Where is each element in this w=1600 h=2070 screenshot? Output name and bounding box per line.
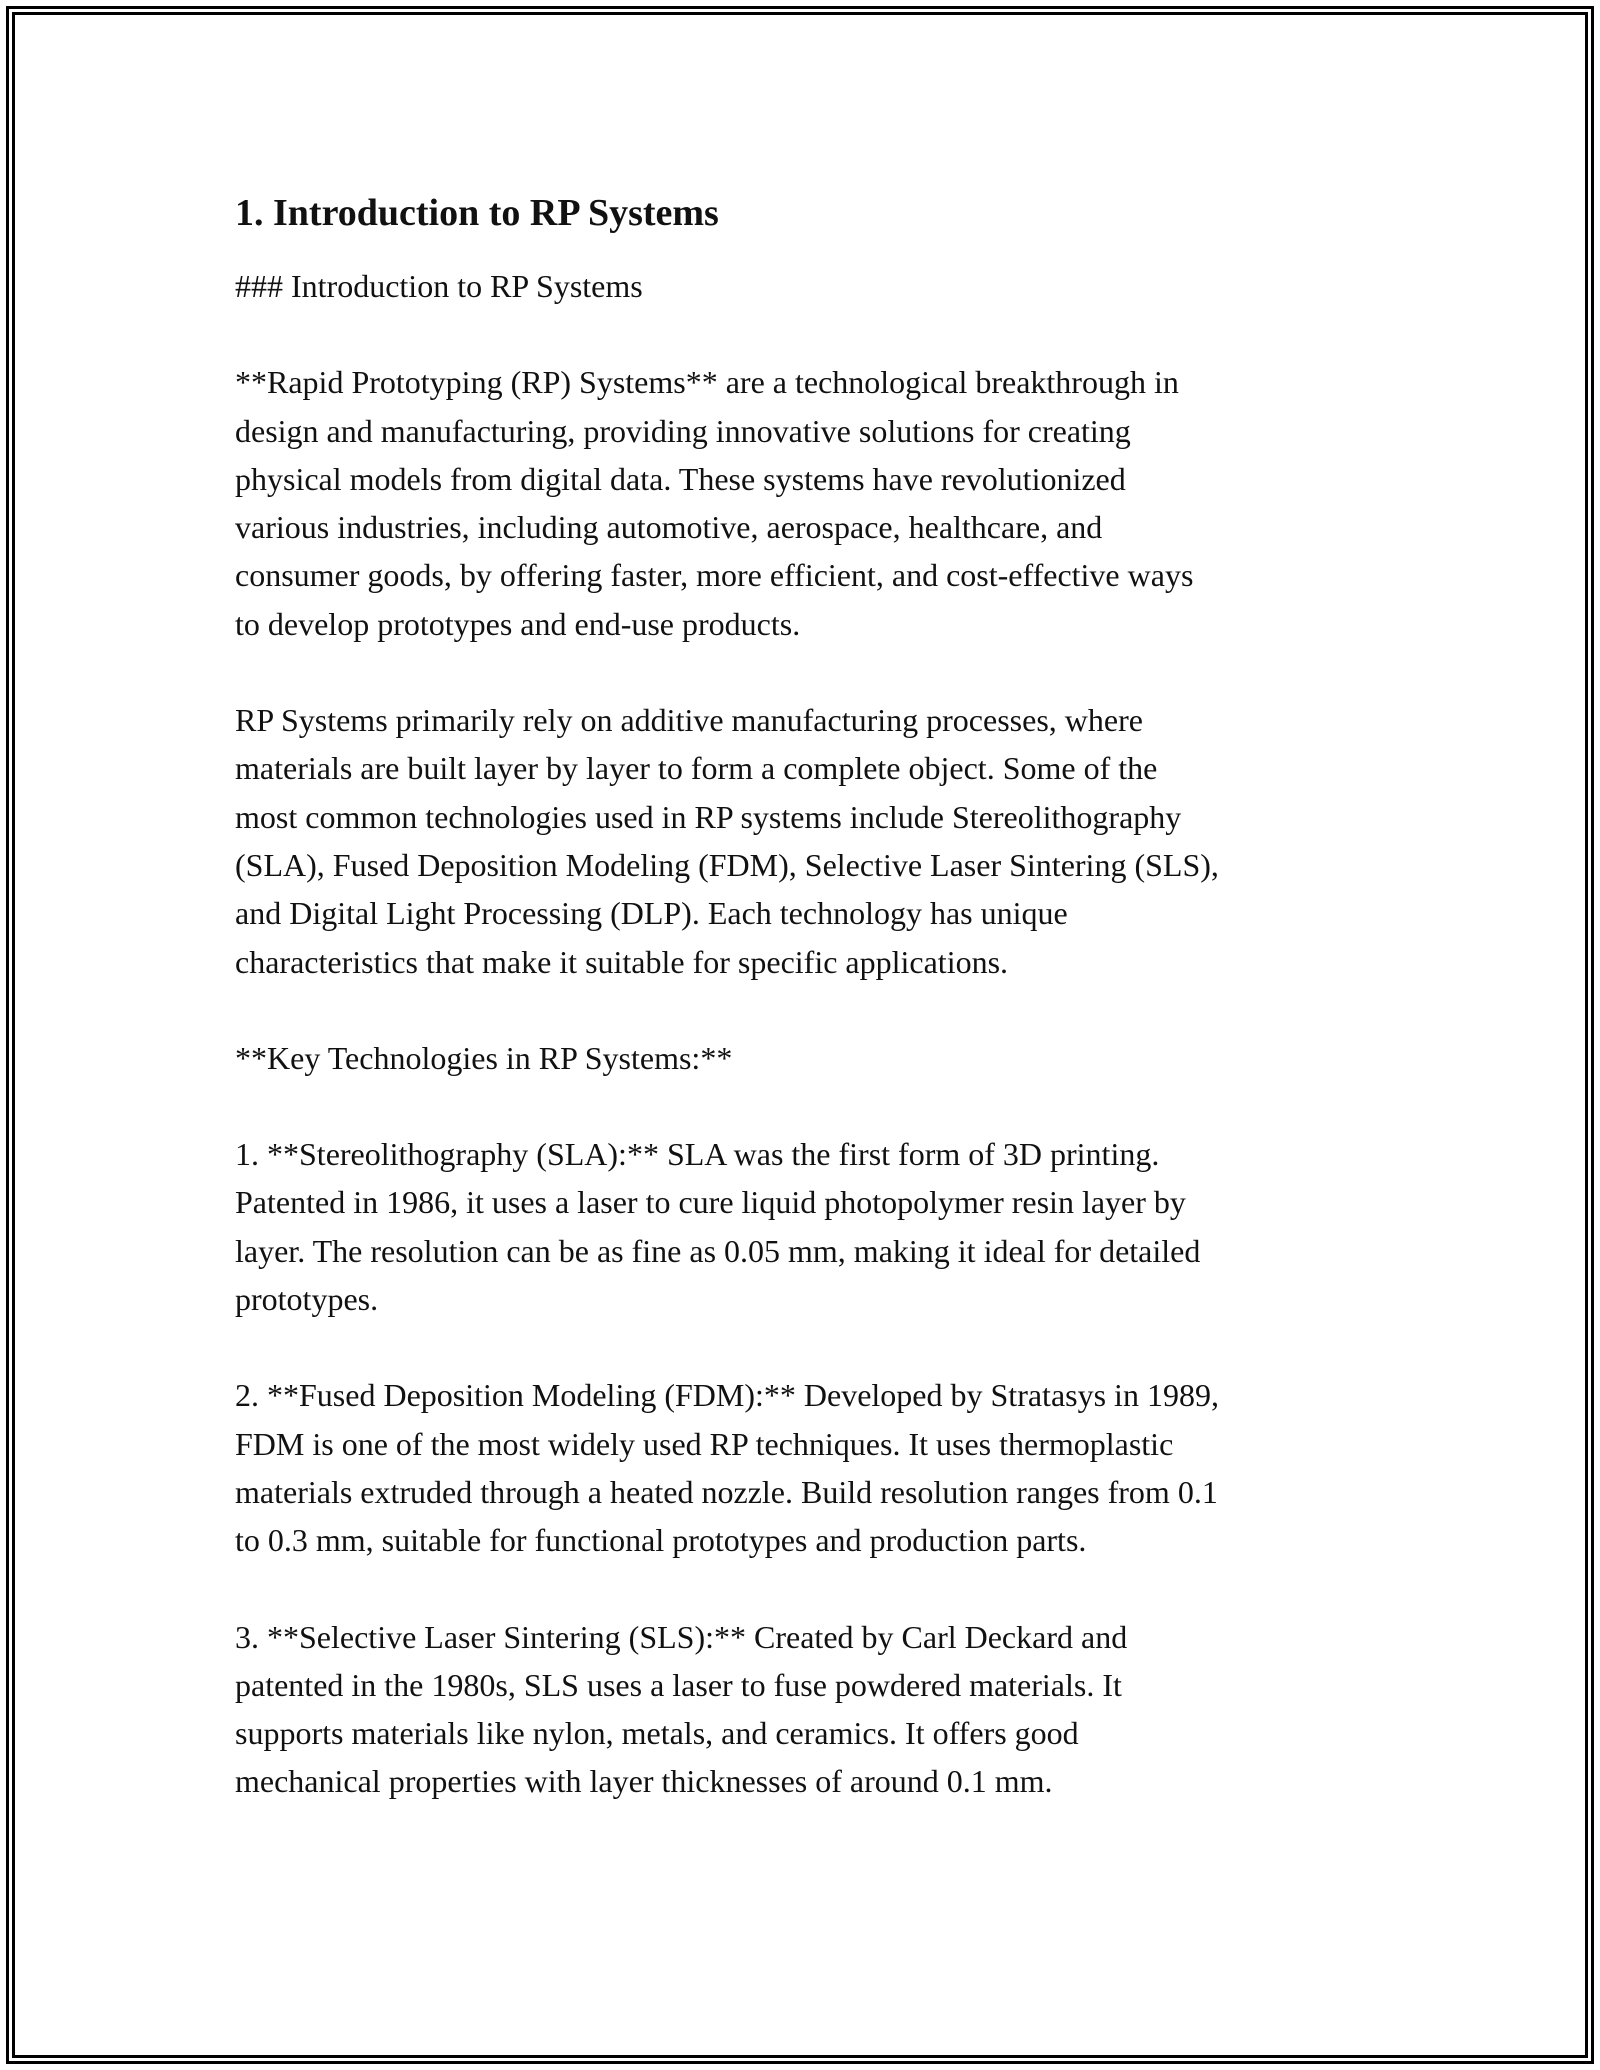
document-body xyxy=(235,186,1375,1854)
section-heading-markdown: ### Introduction to RP Systems xyxy=(235,268,643,304)
paragraph-additive-processes: RP Systems primarily rely on additive manufacturing processes, where materials are built layer by layer to form a complete object. Some of the most common technologies used in RP systems include Stereolithography (SLA), Fused Deposition Modeling (FDM), Selective Laser Sintering (SLS), and Digital Light Processing (DLP). Each technology has unique characteristics that make it suitable for specific applications. xyxy=(235,702,1219,980)
page-title: 1. Introduction to RP Systems xyxy=(235,192,719,234)
paragraph-rp-definition: **Rapid Prototyping (RP) Systems** are a technological breakthrough in design and manufacturing, providing innovative solutions for creating physical models from digital data. These systems have revolutionized various industries, including automotive, aerospace, healthcare, and consumer goods, by offering faster, more efficient, and cost-effective ways to develop prototypes and end-use products. xyxy=(235,364,1194,642)
list-item-sla: 1. **Stereolithography (SLA):** SLA was the first form of 3D printing. Patented in 1986, it uses a laser to cure liquid photopolymer resin layer by layer. The resolution can be as fine as 0.05 mm, making it ideal for detailed prototypes. xyxy=(235,1136,1201,1318)
list-item-fdm: 2. **Fused Deposition Modeling (FDM):** Developed by Stratasys in 1989, FDM is one of the most widely used RP techniques. It uses thermoplastic materials extruded through a heated nozzle. Build resolution ranges from 0.1 to 0.3 mm, suitable for functional prototypes and production parts. xyxy=(235,1377,1219,1559)
key-technologies-heading: **Key Technologies in RP Systems:** xyxy=(235,1039,733,1076)
list-item-sls: 3. **Selective Laser Sintering (SLS):** Created by Carl Deckard and patented in the 1980s, SLS uses a laser to fuse powdered materials. It supports materials like nylon, metals, and ceramics. It offers good mechanical properties with layer thicknesses of around 0.1 mm. xyxy=(235,1618,1128,1800)
